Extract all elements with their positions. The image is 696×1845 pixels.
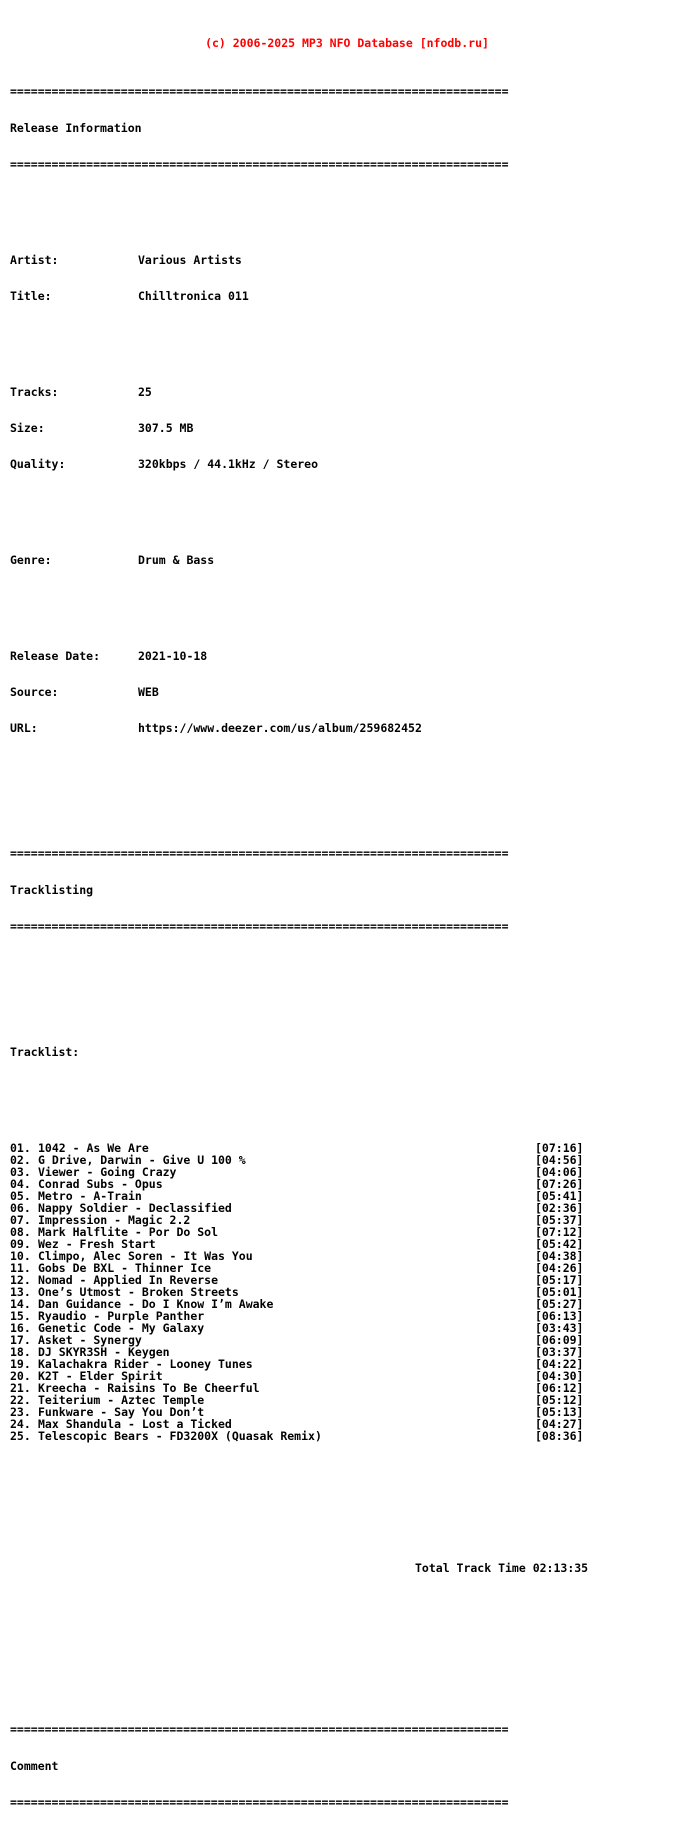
track-name: G Drive, Darwin - Give U 100 % [38,1153,246,1167]
field-value: WEB [138,685,159,699]
track-number: 16. [10,1321,31,1335]
field-value: 25 [138,385,152,399]
field-value: 307.5 MB [138,421,194,435]
tracklist [0,1142,696,1442]
track-name: Kalachakra Rider - Looney Tunes [38,1357,253,1371]
track-duration: [05:12] [535,1393,584,1407]
url-link[interactable]: https://www.deezer.com/us/album/259682452 [138,721,422,735]
track-number: 09. [10,1237,31,1251]
track-duration: [04:38] [535,1249,584,1263]
spacer [0,806,696,812]
track-name: One’s Utmost - Broken Streets [38,1285,239,1299]
section-heading-tracklisting: Tracklisting [10,883,94,897]
track-number: 12. [10,1273,31,1287]
track-number: 02. [10,1153,31,1167]
track-duration: [05:13] [535,1405,584,1419]
total-track-time: Total Track Time 02:13:35 [415,1561,589,1575]
track-duration: [05:01] [535,1285,584,1299]
track-duration: [05:17] [535,1273,584,1287]
track-duration: [06:09] [535,1333,584,1347]
track-name: Genetic Code - My Galaxy [38,1321,205,1335]
spacer [0,1478,696,1490]
track-name: DJ SKYR3SH - Keygen [38,1345,170,1359]
track-number: 18. [10,1345,31,1359]
tracklist-label: Tracklist: [10,1045,80,1059]
track-number: 15. [10,1309,31,1323]
separator-line: ======================================================================== [10,84,509,98]
separator-line: ======================================================================== [10,846,509,860]
track-name: Max Shandula - Lost a Ticked [38,1417,232,1431]
track-name: Gobs De BXL - Thinner Ice [38,1261,212,1275]
track-name: Nomad - Applied In Reverse [38,1273,219,1287]
field-value: 2021-10-18 [138,649,208,663]
track-name: Kreecha - Raisins To Be Cheerful [38,1381,260,1395]
track-duration: [04:30] [535,1369,584,1383]
track-number: 23. [10,1405,31,1419]
track-number: 01. [10,1141,31,1155]
spacer [0,206,696,218]
track-number: 14. [10,1297,31,1311]
spacer [0,1646,696,1658]
track-name: Metro - A-Train [38,1189,142,1203]
track-row[interactable] [0,1430,696,1442]
track-duration: [06:13] [535,1309,584,1323]
field-value: 320kbps / 44.1kHz / Stereo [138,457,319,471]
separator-line: ======================================================================== [10,1722,509,1736]
field-label: Title: [10,289,52,303]
track-number: 13. [10,1285,31,1299]
track-number: 25. [10,1429,31,1443]
track-duration: [04:27] [535,1417,584,1431]
track-duration: [05:41] [535,1189,584,1203]
track-number: 07. [10,1213,31,1227]
track-duration: [05:27] [535,1297,584,1311]
page-title: (c) 2006-2025 MP3 NFO Database [nfodb.ru] [205,36,489,50]
field-title [0,290,696,302]
track-number: 05. [10,1189,31,1203]
spacer [0,1094,696,1106]
track-number: 19. [10,1357,31,1371]
separator-line: ======================================================================== [10,919,509,933]
track-name: Telescopic Bears - FD3200X (Quasak Remix) [38,1429,322,1443]
track-name: K2T - Elder Spirit [38,1369,163,1383]
field-label: Genre: [10,553,52,567]
track-duration: [05:37] [535,1213,584,1227]
track-name: Climpo, Alec Soren - It Was You [38,1249,253,1263]
spacer [0,968,696,980]
track-name: Conrad Subs - Opus [38,1177,163,1191]
spacer [0,770,696,782]
spacer [0,506,696,518]
field-value: Chilltronica 011 [138,289,249,303]
field-source [0,686,696,698]
field-artist [0,254,696,266]
track-duration: [03:43] [535,1321,584,1335]
track-name: Asket - Synergy [38,1333,142,1347]
field-label: Quality: [10,457,66,471]
spacer [0,338,696,350]
track-name: Wez - Fresh Start [38,1237,156,1251]
spacer [0,1004,696,1010]
track-duration: [02:36] [535,1201,584,1215]
track-duration: [07:12] [535,1225,584,1239]
track-duration: [08:36] [535,1429,584,1443]
field-url[interactable] [0,722,696,734]
track-number: 22. [10,1393,31,1407]
track-number: 04. [10,1177,31,1191]
spacer [0,602,696,614]
field-label: URL: [10,721,38,735]
track-number: 06. [10,1201,31,1215]
field-quality [0,458,696,470]
field-genre [0,554,696,566]
track-number: 08. [10,1225,31,1239]
track-number: 21. [10,1381,31,1395]
track-name: Dan Guidance - Do I Know I’m Awake [38,1297,274,1311]
field-label: Size: [10,421,45,435]
track-name: Impression - Magic 2.2 [38,1213,191,1227]
spacer [0,1514,696,1526]
field-value: Drum & Bass [138,553,215,567]
field-label: Release Date: [10,649,101,663]
track-name: Funkware - Say You Don’t [38,1405,205,1419]
track-duration: [04:06] [535,1165,584,1179]
track-number: 17. [10,1333,31,1347]
track-name: 1042 - As We Are [38,1141,149,1155]
track-duration: [04:22] [535,1357,584,1371]
field-label: Artist: [10,253,59,267]
track-number: 10. [10,1249,31,1263]
separator-line: ======================================================================== [10,1795,509,1809]
spacer [0,1610,696,1622]
track-number: 03. [10,1165,31,1179]
track-name: Teiterium - Aztec Temple [38,1393,205,1407]
field-tracks [0,386,696,398]
track-duration: [07:26] [535,1177,584,1191]
field-label: Source: [10,685,59,699]
track-duration: [05:42] [535,1237,584,1251]
spacer [0,1682,696,1688]
track-duration: [07:16] [535,1141,584,1155]
track-name: Ryaudio - Purple Panther [38,1309,205,1323]
section-heading-comment: Comment [10,1759,59,1773]
field-size [0,422,696,434]
field-label: Tracks: [10,385,59,399]
track-number: 11. [10,1261,31,1275]
track-duration: [03:37] [535,1345,584,1359]
track-name: Nappy Soldier - Declassified [38,1201,232,1215]
section-heading-release-information: Release Information [10,121,142,135]
field-value: Various Artists [138,253,242,267]
track-number: 20. [10,1369,31,1383]
track-duration: [06:12] [535,1381,584,1395]
track-name: Viewer - Going Crazy [38,1165,177,1179]
separator-line: ======================================================================== [10,157,509,171]
track-duration: [04:26] [535,1261,584,1275]
track-duration: [04:56] [535,1153,584,1167]
track-number: 24. [10,1417,31,1431]
track-name: Mark Halflite - Por Do Sol [38,1225,219,1239]
field-release-date [0,650,696,662]
